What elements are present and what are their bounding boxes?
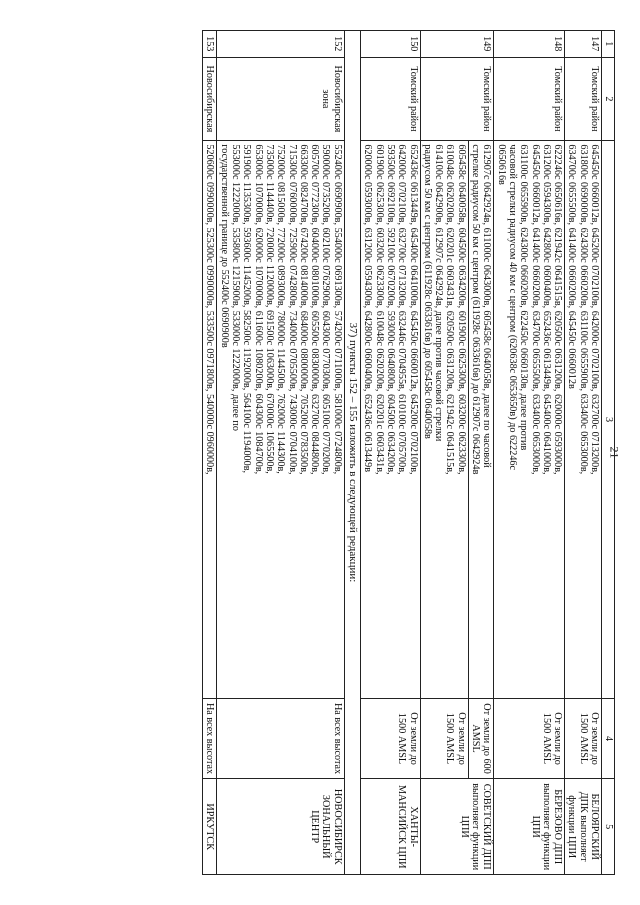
section-title: 37) пункты 152 – 155 изложить в следующей редакции: xyxy=(344,31,360,875)
coords-line: 631200с 0594300в, 642800с 0600400в, 652436с 0613449в, 645400с 0641000в, xyxy=(540,144,552,475)
table-row xyxy=(217,31,344,875)
unit-cell: ИРКУТСК xyxy=(203,779,217,875)
coords-cell xyxy=(494,141,565,698)
coords-line: 614100с 0642900в, 612907с 0642924в, далее против часовой стрелки xyxy=(433,144,445,442)
zone-name: Новосибирская зона xyxy=(217,57,344,141)
section-row xyxy=(344,31,360,875)
coords-cell xyxy=(420,141,468,698)
row-number: 153 xyxy=(203,31,217,58)
coords-line: 631100с 0655900в, 624300с 0660200в, 622450с 0660130в, далее против xyxy=(518,144,530,451)
page-number: 21 xyxy=(607,446,622,459)
coords-line: 0650616в xyxy=(495,144,507,185)
row-number: 150 xyxy=(361,31,420,58)
coords-cell xyxy=(565,141,602,698)
unit-cell: НОВОСИБИРСК ЗОНАЛЬНЫЙ ЦЕНТР xyxy=(217,779,344,875)
unit-cell: БЕРЕЗОВО ДПП выполняет функции ЦПИ xyxy=(494,779,565,875)
table-row xyxy=(420,31,468,875)
header-col-1: 1 xyxy=(602,31,615,58)
row-number: 152 xyxy=(217,31,344,58)
coords-line: 610048с 0620200в, 620201с 0603431в, 620500с 0631200в, 621942с 0641515в, xyxy=(444,144,456,475)
coords-line: 553000с 1222000в, 535800с 1215900в, 533000с 1222000в, далее по xyxy=(230,144,242,431)
coords-line: 645450с 0660012в, 641400с 0660200в, 634700с 0655500в, 633400с 0653000в, xyxy=(529,144,541,475)
header-col-5: 5 xyxy=(602,779,615,875)
coords-line: 605700с 0772300в, 604000с 0801000в, 605500с 0830000в, 632700с 0844800в, xyxy=(309,144,321,475)
coords-line: 715300с 0760000в, 725900с 0742800в, 734000с 0705500в, 743000с 0704100в, xyxy=(286,144,298,475)
header-row xyxy=(602,31,615,875)
coords-line: государственной границе до 552400с 0690900в xyxy=(218,144,230,348)
zone-name: Новосибирская xyxy=(203,57,217,141)
coords-line: 591900с 1135300в, 593600с 1145200в, 582500с 1192000в, 564100с 1194000в, xyxy=(241,144,253,474)
table-row xyxy=(361,31,420,875)
row-number: 147 xyxy=(565,31,602,58)
row-number: 148 xyxy=(494,31,565,58)
coords-line: 520600с 0990000в, 525300с 0990000в, 533500с 0971800в, 540000с 0960000в, xyxy=(204,144,216,475)
coords-line: 612907с 0642924в, 611000с 0643000в, 605458с 0640058в, далее по часовой xyxy=(481,144,493,468)
coords-line: 622246с 0650616в, 621942с 0641515в, 620500с 0631200в, 620000с 0593000в, xyxy=(552,144,564,475)
unit-cell: СОВЕТСКИЙ ДПП выполняет функции ЦПИ xyxy=(420,779,494,875)
altitude-cell: От земли до 600 AMSL xyxy=(468,698,494,779)
altitude-cell: От земли до 1500 AMSL xyxy=(420,698,468,779)
coords-line: 552400с 0690900в, 554000с 0691300в, 574200с 0711000в, 581000с 0724800в, xyxy=(331,144,343,475)
header-col-4: 4 xyxy=(602,698,615,779)
coords-line: 601900с 0625300в, 603200с 0623300в, 610048с 0620200в, 620201с 0603431в, xyxy=(373,144,385,475)
coords-cell xyxy=(361,141,420,698)
unit-cell: ХАНТЫ-МАНСИЙСК ЦПИ xyxy=(361,779,420,875)
rotated-table-wrapper xyxy=(25,30,615,875)
header-col-3: 3 xyxy=(602,141,615,698)
coords-line: стрелке радиусом 50 км с центром (611928с 0633616в) до 612907с 0642924в xyxy=(470,144,482,475)
zone-name: Томский район xyxy=(361,57,420,141)
coords-line: часовой стрелки радиусом 40 км с центром (620638с 0653650в) до 622246с xyxy=(506,144,518,471)
coords-line: 642000с 0702100в, 632700с 0713200в, 632446с 0704955в, 610100с 0705700в, xyxy=(396,144,408,475)
coords-line: 620000с 0593000в, 631200с 0594300в, 642800с 0600400в, 652436с 0613449в xyxy=(362,144,374,473)
altitude-cell: От земли до 1500 AMSL xyxy=(361,698,420,779)
table-row xyxy=(565,31,602,875)
zone-name: Томский район xyxy=(565,57,602,141)
coords-line: 653000с 1070000в, 620000с 1070000в, 611600с 1080200в, 604300с 1084700в, xyxy=(252,144,264,475)
zone-name: Томский район xyxy=(420,57,494,141)
row-number: 149 xyxy=(420,31,494,58)
coords-line: 645450с 0660012в, 645200с 0702100в, 642000с 0702100в, 632700с 0713200в, xyxy=(589,144,600,475)
coords-cell xyxy=(203,141,217,698)
header-col-2: 2 xyxy=(602,57,615,141)
coords-line: 593500с 0692100в, 592100с 0670200в, 593000с 0640800в, 604500с 0634200в, xyxy=(384,144,396,475)
coords-line: 634700с 0655500в, 641400с 0660200в, 645450с 0660012в xyxy=(566,144,578,389)
altitude-cell: От земли до 1500 AMSL xyxy=(494,698,565,779)
coords-line: 631800с 0690000в, 624300с 0660200в, 631100с 0655900в, 633400с 0653000в, xyxy=(577,144,589,475)
coords-cell xyxy=(217,141,344,698)
coords-line: 590000с 0735200в, 602100с 0762900в, 604300с 0770300в, 605100с 0770200в, xyxy=(320,144,332,475)
coords-line: 652436с 0613449в, 645400с 0641000в, 645450с 0660012в, 645200с 0702100в, xyxy=(407,144,419,475)
coords-line: 605458с 0640058в, 604500с 0634200в, 601900с 0625300в, 603200с 0623300в, xyxy=(455,144,467,475)
altitude-cell: На всех высотах xyxy=(203,698,217,779)
airspace-table xyxy=(202,30,615,875)
coords-line: 735000с 1144400в, 720000с 1120000в, 691500с 1063000в, 670000с 1065500в, xyxy=(263,144,275,474)
altitude-cell: На всех высотах xyxy=(217,698,344,779)
coords-line: 663300с 0824700в, 674200с 0814000в, 684000с 0800000в, 705200с 0783500в, xyxy=(297,144,309,475)
coords-cell xyxy=(468,141,494,698)
unit-cell: БЕЛОЯРСКИЙ ДПК выполняет функции ЦПИ xyxy=(565,779,602,875)
coords-line: радиусом 50 км с центром (611928с 0633616в) до 605458с 0640058в xyxy=(421,144,433,439)
coords-line: 752000с 0815000в, 772000с 0893000в, 780000с 1144500в, 762000с 1144300в, xyxy=(275,144,287,474)
zone-name: Томский район xyxy=(494,57,565,141)
table-row xyxy=(494,31,565,875)
altitude-cell: От земли до 1500 AMSL xyxy=(565,698,602,779)
table-row xyxy=(203,31,217,875)
table-row xyxy=(468,31,494,875)
